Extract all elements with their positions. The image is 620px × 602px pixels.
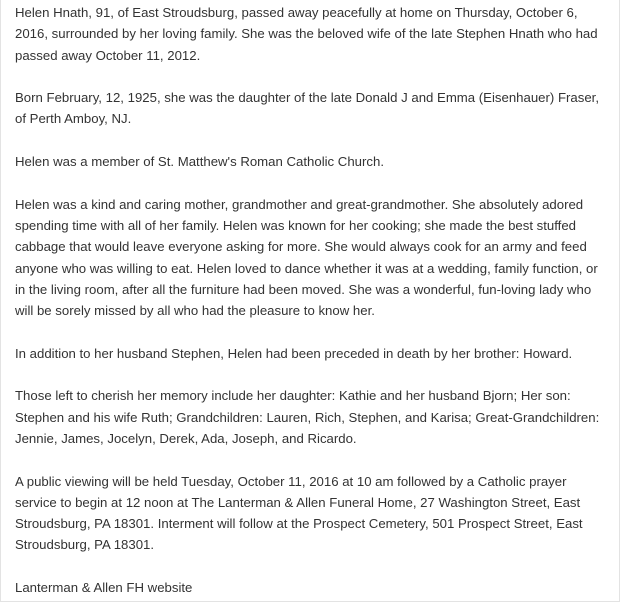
funeral-home-website-link[interactable]: Lanterman & Allen FH website — [15, 580, 193, 596]
obituary-paragraph-intro: Helen Hnath, 91, of East Stroudsburg, passed away peacefully at home on Thursday, October 6, 2016, surrounded by her loving family. She was the beloved wife of the late Stephen Hnath who had passed away October 11, 2012. — [15, 5, 598, 63]
obituary-paragraph-birth: Born February, 12, 1925, she was the daughter of the late Donald J and Emma (Eisenhauer) Fraser, of Perth Amboy, NJ. — [15, 90, 599, 127]
obituary-paragraph-survivors: Those left to cherish her memory include her daughter: Kathie and her husband Bjorn; Her son: Stephen and his wife Ruth; Grandchildren: Lauren, Rich, Stephen, and Karisa; Great-Grandchildren: Jennie, James, Jocelyn, Derek, Ada, Joseph, and Ricardo. — [15, 388, 600, 446]
obituary-paragraph-preceded: In addition to her husband Stephen, Helen had been preceded in death by her brother: Howard. — [15, 345, 573, 361]
obituary-paragraph-church: Helen was a member of St. Matthew's Roman Catholic Church. — [15, 154, 384, 170]
obituary-website-line — [15, 577, 605, 598]
obituary-paragraph-character: Helen was a kind and caring mother, grandmother and great-grandmother. She absolutely adored spending time with all of her family. Helen was known for her cooking; she made the best stuffed cabbage that would leave everyone asking for more. She would always cook for an army and feed anyone who was willing to eat. Helen loved to dance whether it was at a wedding, family function, or in the living room, after all the furniture had been moved. She was a wonderful, fun-loving lady who will be sorely missed by all who had the pleasure to know her. — [15, 196, 598, 319]
obituary-paragraph-services: A public viewing will be held Tuesday, October 11, 2016 at 10 am followed by a Catholic prayer service to begin at 12 noon at The Lanterman & Allen Funeral Home, 27 Washington Street, East Stroudsburg, PA 18301. Interment will follow at the Prospect Cemetery, 501 Prospect Street, East Stroudsburg, PA 18301. — [15, 473, 583, 553]
